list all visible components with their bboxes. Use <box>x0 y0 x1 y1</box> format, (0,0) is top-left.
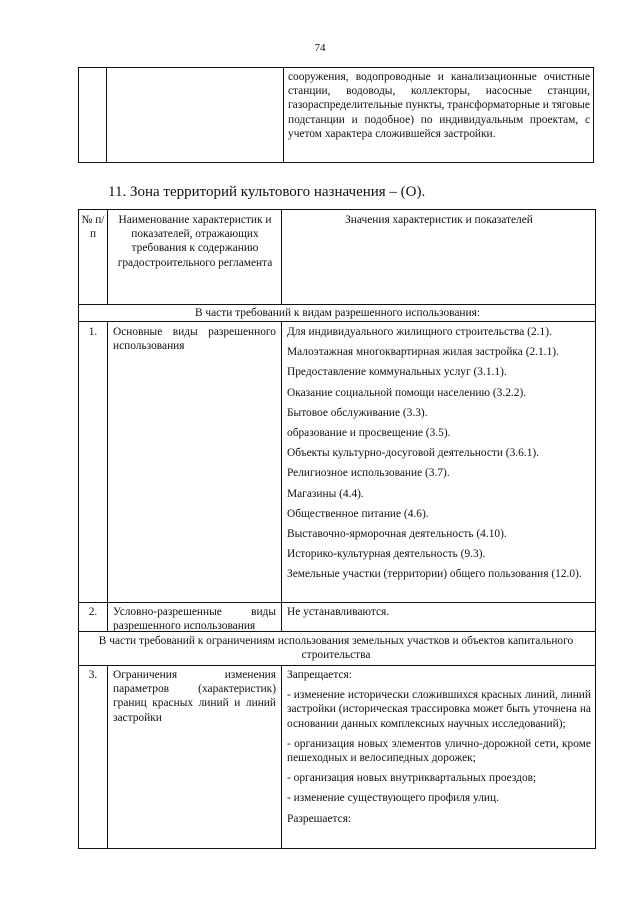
row2-value: Не устанавливаются. <box>287 606 390 618</box>
list-item: - организация новых элементов улично-дорожной сети, кроме пешеходных и велосипедных дорожек; <box>287 737 591 765</box>
list-item: Общественное питание (4.6). <box>287 507 429 520</box>
list-item: Предоставление коммунальных услуг (3.1.1). <box>287 366 507 379</box>
list-item: Религиозное использование (3.7). <box>287 467 450 480</box>
list-item: Для индивидуального жилищного строительства (2.1). <box>287 326 552 338</box>
list-item: Малоэтажная многоквартирная жилая застройка (2.1.1). <box>287 346 559 359</box>
list-intro: Запрещается: <box>287 669 352 681</box>
row1-name-text: Основные виды разрешенного использования <box>113 326 276 353</box>
row3-values <box>287 668 591 832</box>
row1-values <box>287 325 591 588</box>
section-title: 11. Зона территорий культового назначения – (О). <box>108 184 426 200</box>
header-num: № п/п <box>81 214 105 241</box>
header-values: Значения характеристик и показателей <box>345 214 533 226</box>
row2-num: 2. <box>88 606 98 618</box>
continuation-text: сооружения, водопроводные и канализационные очистные станции, водоводы, коллекторы, насосные станции, газораспределительные пункты, трансформаторные и тяговые подстанции и подобное) по индивидуальным проектам, с учетом характера сложившейся застройки. <box>288 71 590 140</box>
list-item: Оказание социальной помощи населению (3.2.2). <box>287 386 527 399</box>
header-name: Наименование характеристик и показателей, отражающих требования к содержанию градостроительного регламента <box>117 214 273 269</box>
row3-name: Ограничения изменения параметров (характеристик) границ красных линий и линий застройки <box>113 669 276 724</box>
list-item: - организация новых внутриквартальных проездов; <box>287 772 537 785</box>
list-item: Выставочно-ярморочная деятельность (4.10). <box>287 528 507 541</box>
list-outro: Разрешается: <box>287 812 352 825</box>
list-item: Магазины (4.4). <box>287 487 364 500</box>
list-item: Объекты культурно-досуговой деятельности (3.6.1). <box>287 447 540 460</box>
row1-name <box>113 325 276 353</box>
row2-name: Условно-разрешенные виды разрешенного использования <box>113 606 276 633</box>
row3-num: 3. <box>88 669 98 681</box>
list-item: - изменение существующего профиля улиц. <box>287 792 499 805</box>
section-permitted-uses: В части требований к видам разрешенного использования: <box>194 307 481 319</box>
row1-num: 1. <box>88 326 98 338</box>
list-item: - изменение исторически сложившихся красных линий, линий застройки (историческая трассировка может быть уточнена на основании данных комплексных научных исследований); <box>287 689 591 730</box>
list-item: Земельные участки (территории) общего пользования (12.0). <box>287 568 582 581</box>
list-item: Бытовое обслуживание (3.3). <box>287 406 428 419</box>
list-item: образование и просвещение (3.5). <box>287 427 451 440</box>
page-number: 74 <box>314 42 326 54</box>
list-item: Историко-культурная деятельность (9.3). <box>287 548 486 561</box>
section-restrictions: В части требований к ограничениям использования земельных участков и объектов капитального строительства <box>98 635 574 662</box>
